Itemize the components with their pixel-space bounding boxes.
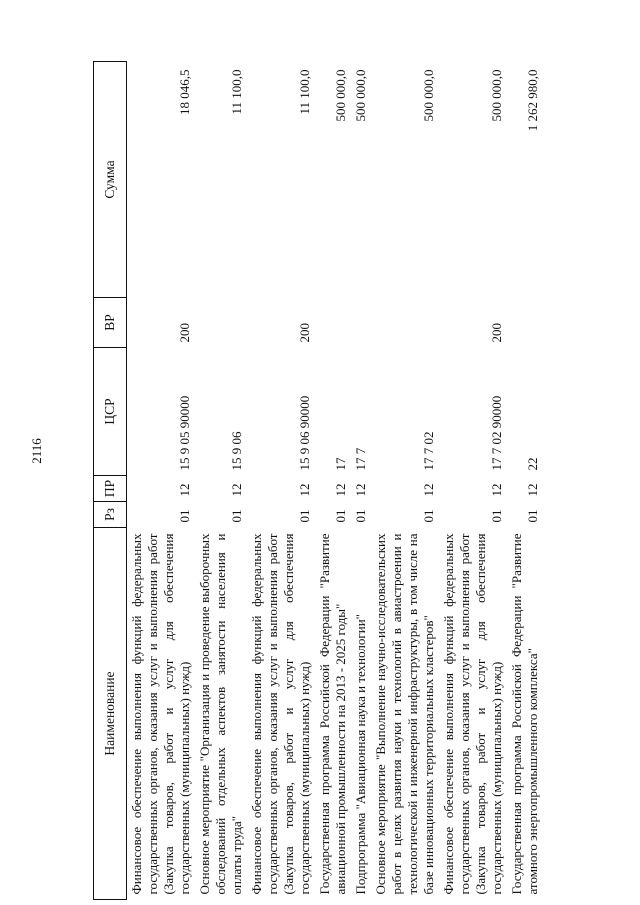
header-sum: Сумма [94, 62, 127, 298]
row-vr: 200 [297, 323, 312, 343]
table-header-row [94, 62, 127, 900]
table-row [371, 62, 439, 900]
row-pr: 12 [297, 483, 312, 497]
row-csr: 15 9 06 [229, 431, 244, 471]
table-row [351, 62, 371, 900]
rotated-page-content [93, 62, 580, 900]
row-pr: 12 [421, 483, 436, 497]
row-name: Основное мероприятие "Выполнение научно-исследовательских работ в целях развития науки и технологий в авиастроении и технологической и инженерной инфраструктуры, в том числе на базе инновационных территориальных кластеров" [373, 533, 436, 895]
row-name: Государственная программа Российской Федерации "Развитие атомного энергопромышленного комплекса" [509, 533, 540, 895]
row-rz: 01 [333, 509, 348, 523]
row-vr: 200 [177, 323, 192, 343]
table-row [315, 62, 351, 900]
row-name: Финансовое обеспечение выполнения функций федеральных государственных органов, оказания услуг и выполнения работ (Закупка товаров, работ и услуг для обеспечения государственных (муниципальных) нужд) [441, 533, 504, 895]
row-rz: 01 [177, 509, 192, 523]
row-sum: 11 100,0 [297, 69, 312, 115]
row-sum: 500 000,0 [489, 69, 504, 122]
row-rz: 01 [297, 509, 312, 523]
header-vr: ВР [94, 298, 127, 348]
row-pr: 12 [333, 483, 348, 497]
row-pr: 12 [229, 483, 244, 497]
row-vr [351, 298, 371, 348]
header-name: Наименование [94, 528, 127, 900]
row-rz: 01 [353, 509, 368, 523]
row-sum: 1 262 980,0 [525, 69, 540, 132]
header-pr: ПР [94, 476, 127, 502]
row-csr: 15 9 05 90000 [177, 395, 192, 471]
row-vr: 200 [489, 323, 504, 343]
row-vr [315, 298, 351, 348]
row-sum: 500 000,0 [333, 69, 348, 122]
row-pr: 12 [489, 483, 504, 497]
row-rz: 01 [421, 509, 436, 523]
table-row [195, 62, 247, 900]
row-vr [371, 298, 439, 348]
row-sum: 18 046,5 [177, 69, 192, 115]
row-vr [507, 298, 543, 348]
table-row [127, 62, 196, 900]
row-name: Государственная программа Российской Федерации "Развитие авиационной промышленности на 2013 - 2025 годы" [317, 533, 348, 895]
header-rz: Рз [94, 502, 127, 528]
row-name: Финансовое обеспечение выполнения функций федеральных государственных органов, оказания услуг и выполнения работ (Закупка товаров, работ и услуг для обеспечения государственных (муниципальных) нужд) [129, 533, 192, 895]
row-csr: 17 7 [353, 447, 368, 471]
row-pr: 12 [353, 483, 368, 497]
row-name: Подпрограмма "Авиационная наука и технологии" [353, 614, 368, 895]
table-row [439, 62, 507, 900]
row-csr: 22 [525, 457, 540, 471]
row-vr [195, 298, 247, 348]
row-csr: 17 7 02 90000 [489, 395, 504, 471]
row-sum: 11 100,0 [229, 69, 244, 115]
table-row [247, 62, 315, 900]
row-csr: 15 9 06 90000 [297, 395, 312, 471]
row-name: Основное мероприятие "Организация и проведение выборочных обследований отдельных аспектов занятости населения и оплаты труда" [197, 533, 244, 895]
row-rz: 01 [489, 509, 504, 523]
row-pr: 12 [525, 483, 540, 497]
budget-table [93, 61, 543, 900]
row-rz: 01 [525, 509, 540, 523]
row-pr: 12 [177, 483, 192, 497]
row-csr: 17 [333, 457, 348, 471]
header-csr: ЦСР [94, 348, 127, 476]
page-number: 2116 [29, 438, 44, 464]
table-row [507, 62, 543, 900]
row-name: Финансовое обеспечение выполнения функций федеральных государственных органов, оказания услуг и выполнения работ (Закупка товаров, работ и услуг для обеспечения государственных (муниципальных) нужд) [249, 533, 312, 895]
row-sum: 500 000,0 [353, 69, 368, 122]
row-csr: 17 7 02 [421, 431, 436, 471]
row-rz: 01 [229, 509, 244, 523]
row-sum: 500 000,0 [421, 69, 436, 122]
